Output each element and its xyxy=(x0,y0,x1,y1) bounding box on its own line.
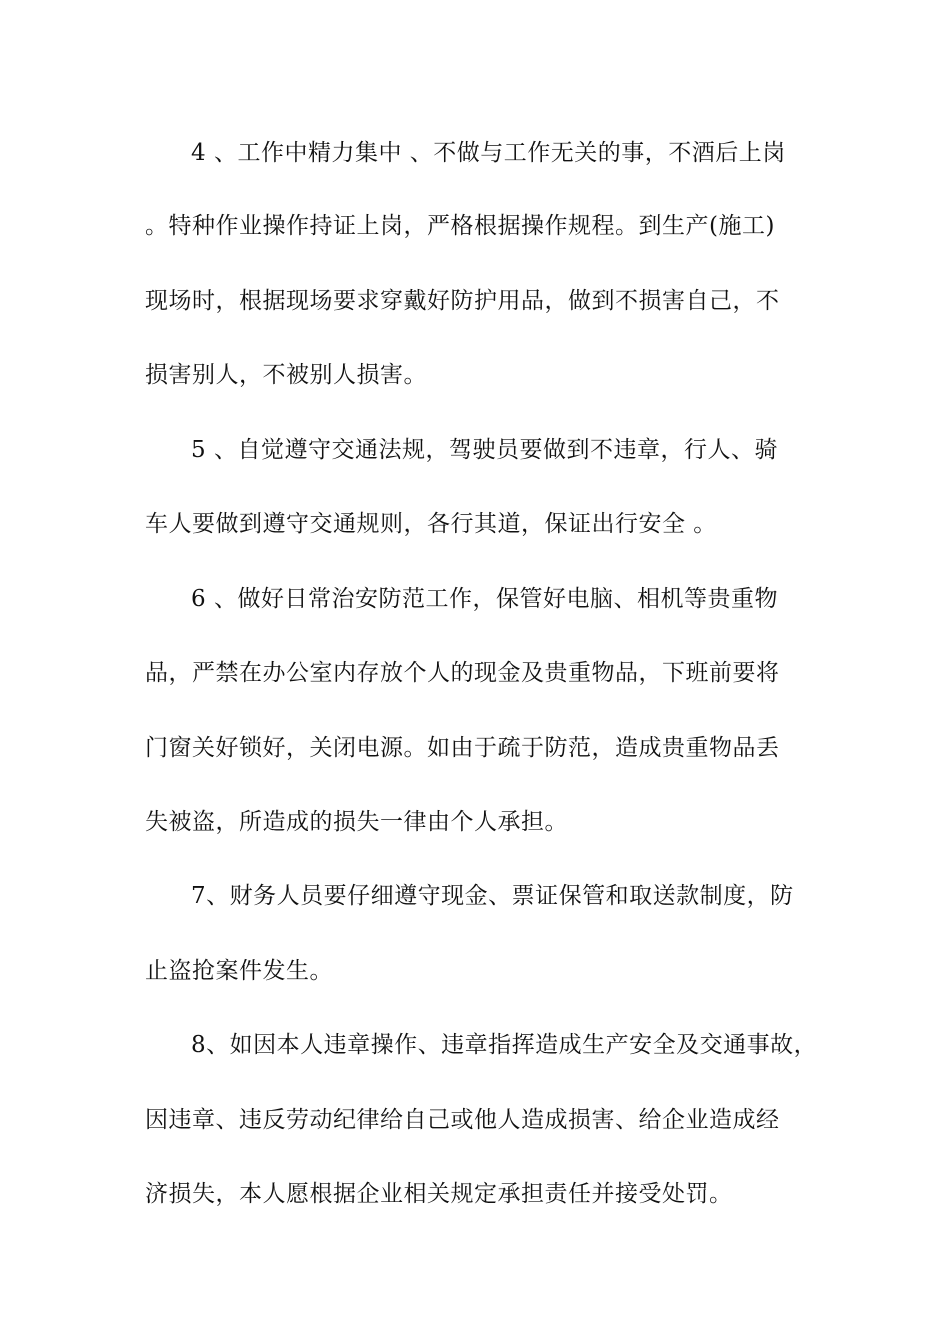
paragraph-5-line-2: 车人要做到遵守交通规则，各行其道，保证出行安全 。 xyxy=(145,511,717,537)
paragraph-8-line-3: 济损失，本人愿根据企业相关规定承担责任并接受处罚。 xyxy=(145,1181,733,1207)
paragraph-6-line-4: 失被盗，所造成的损失一律由个人承担。 xyxy=(145,809,568,835)
paragraph-5-line-1: 5 、自觉遵守交通法规，驾驶员要做到不违章，行人、骑 xyxy=(191,437,778,463)
paragraph-7-line-1: 7、财务人员要仔细遵守现金、票证保管和取送款制度，防 xyxy=(191,883,794,909)
paragraph-4-line-3: 现场时，根据现场要求穿戴好防护用品，做到不损害自己，不 xyxy=(145,288,780,314)
paragraph-6-line-3: 门窗关好锁好，关闭电源。如由于疏于防范，造成贵重物品丢 xyxy=(145,735,780,761)
paragraph-4-line-1: 4 、工作中精力集中 、不做与工作无关的事，不酒后上岗 xyxy=(191,140,786,166)
paragraph-4-line-4: 损害别人，不被别人损害。 xyxy=(145,362,427,388)
paragraph-7-line-2: 止盗抢案件发生。 xyxy=(145,958,333,984)
paragraph-8-line-2: 因违章、违反劳动纪律给自己或他人造成损害、给企业造成经 xyxy=(145,1107,780,1133)
paragraph-4-line-2: 。特种作业操作持证上岗，严格根据操作规程。到生产(施工) xyxy=(145,213,775,239)
paragraph-6-line-1: 6 、做好日常治安防范工作，保管好电脑、相机等贵重物 xyxy=(191,586,778,612)
paragraph-8-line-1: 8、如因本人违章操作、违章指挥造成生产安全及交通事故， xyxy=(191,1032,818,1058)
paragraph-6-line-2: 品，严禁在办公室内存放个人的现金及贵重物品，下班前要将 xyxy=(145,660,780,686)
